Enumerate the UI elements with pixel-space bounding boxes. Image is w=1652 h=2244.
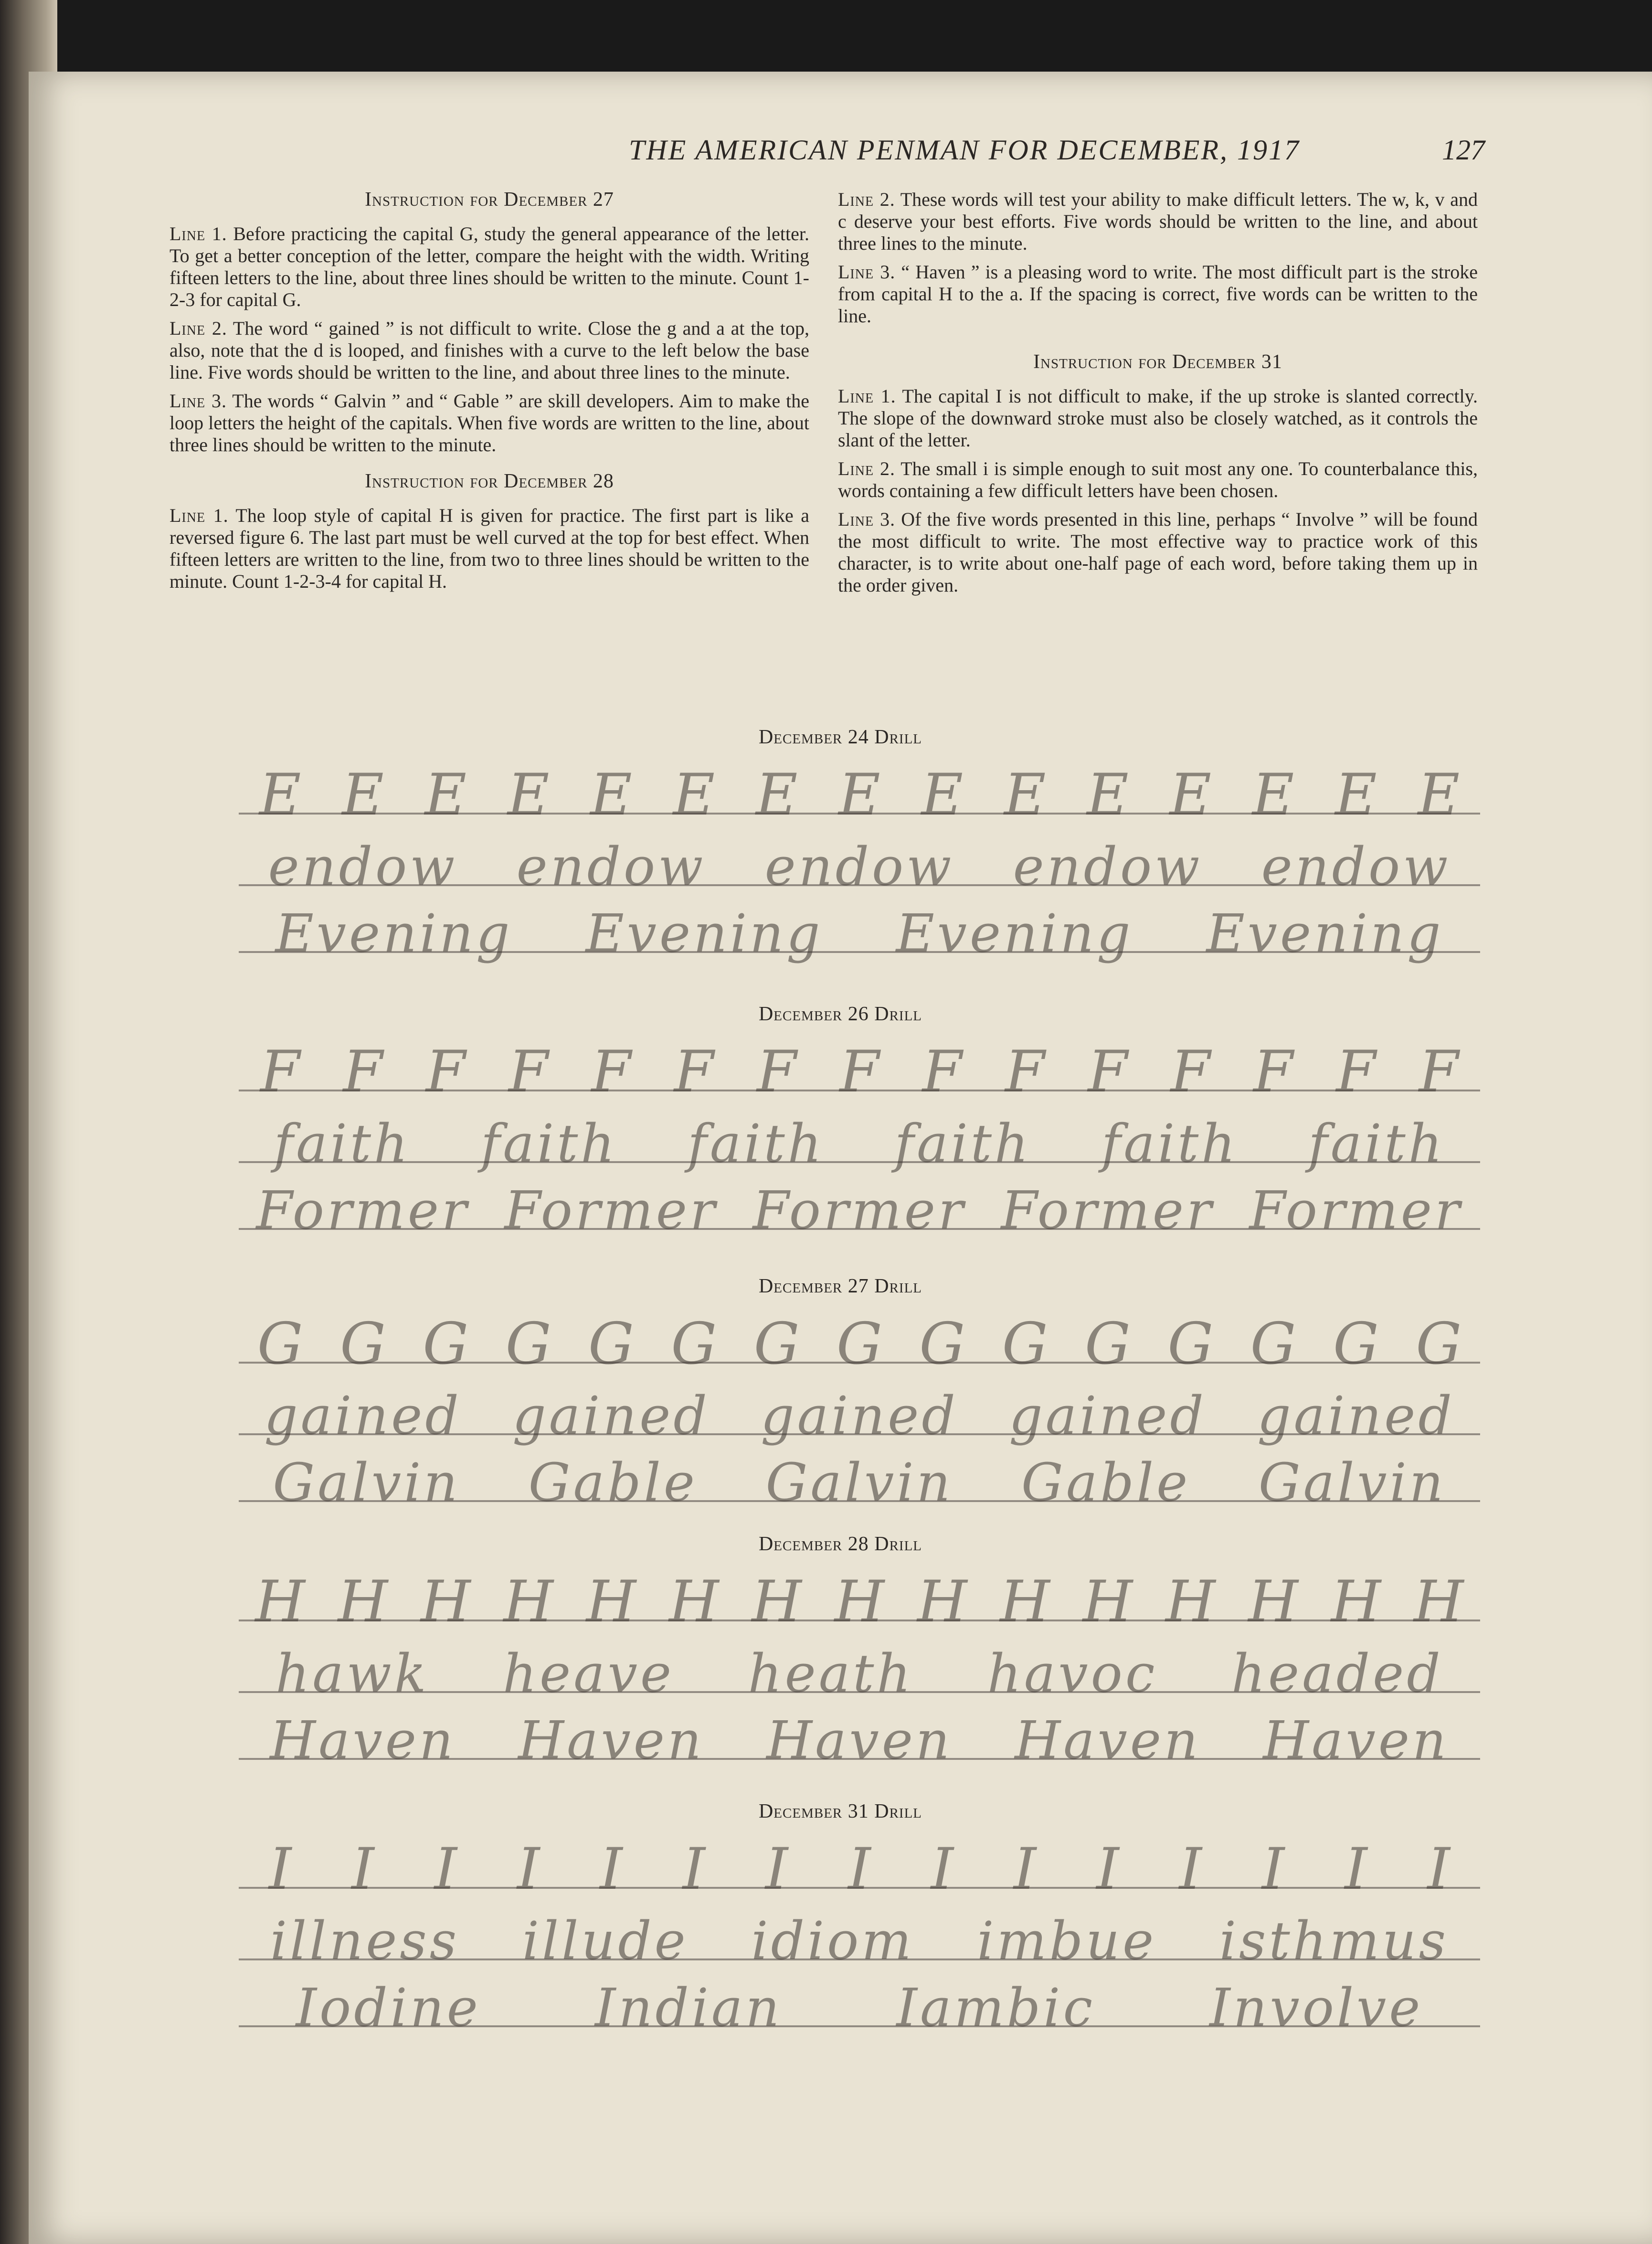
script-word: H xyxy=(668,1568,719,1635)
instruction-line xyxy=(838,385,1478,451)
script-word: E xyxy=(342,762,384,828)
script-word: I xyxy=(517,1836,540,1903)
script-words xyxy=(239,759,1480,831)
script-word: H xyxy=(338,1568,388,1635)
line-text: Before practicing the capital G, study the general appearance of the letter. To get a better conception of the letter, compare the height with the width. Writing fifteen letters to the line, about three lines should be written to the minute. Count 1-2-3 for capital G. xyxy=(169,223,810,310)
line-text: The words “ Galvin ” and “ Gable ” are skill developers. Aim to make the loop letters the height of the capitals. When five words are written to the line, about three lines should be written to the minute. xyxy=(169,390,810,455)
script-word: G xyxy=(1250,1311,1296,1377)
script-word: H xyxy=(1413,1568,1464,1635)
script-words xyxy=(239,1638,1480,1709)
script-word: H xyxy=(586,1568,636,1635)
script-word: Gable xyxy=(1021,1452,1191,1513)
script-words xyxy=(239,1308,1480,1380)
script-words xyxy=(239,1566,1480,1638)
script-word: I xyxy=(268,1836,292,1903)
script-word: I xyxy=(1096,1836,1119,1903)
script-word: H xyxy=(503,1568,553,1635)
instruction-line xyxy=(838,508,1478,596)
script-word: G xyxy=(505,1311,551,1377)
script-word: gained xyxy=(264,1385,462,1446)
handwriting-row xyxy=(239,1972,1480,2043)
script-word: E xyxy=(1087,762,1129,828)
script-words xyxy=(239,1036,1480,1108)
script-word: G xyxy=(588,1311,634,1377)
script-word: faith xyxy=(894,1113,1031,1174)
script-word: endow xyxy=(764,836,954,897)
script-word: F xyxy=(343,1038,383,1105)
script-word: E xyxy=(921,762,964,828)
script-words xyxy=(239,1905,1480,1977)
line-text: The loop style of capital H is given for practice. The first part is like a reversed figure 6. The last part must be well curved at the top for best effect. When fifteen letters are written to the line, from two to three lines should be written to the minute. Count 1-2-3-4 for capital H. xyxy=(169,505,810,592)
instruction-line xyxy=(169,505,809,593)
script-word: G xyxy=(423,1311,469,1377)
line-label: Line 1. xyxy=(169,505,229,526)
handwriting-row xyxy=(239,1308,1480,1380)
script-word: Galvin xyxy=(1258,1452,1446,1513)
script-word: F xyxy=(1088,1038,1128,1105)
script-word: Iambic xyxy=(896,1977,1096,2038)
script-word: Former xyxy=(504,1180,718,1241)
magazine-page xyxy=(29,72,1652,2244)
line-text: The word “ gained ” is not difficult to write. Close the g and a at the top, also, note that the d is looped, and finishes with a curve to the left below the base line. Five words should be written to the line, and about three lines to the minute. xyxy=(169,318,809,383)
script-word: E xyxy=(755,762,798,828)
line-label: Line 2. xyxy=(838,189,895,210)
drill-title: December 28 Drill xyxy=(758,1533,922,1555)
line-text: Of the five words presented in this line, perhaps “ Involve ” will be found the most difficult to write. The most effective way to practice work of this character, is to write about one-half page of each word, before taking them up in the order given. xyxy=(838,508,1478,596)
script-word: E xyxy=(1169,762,1212,828)
script-word: F xyxy=(508,1038,549,1105)
script-word: Galvin xyxy=(765,1452,953,1513)
script-word: I xyxy=(931,1836,953,1903)
line-text: These words will test your ability to make difficult letters. The w, k, v and c deserve your best efforts. Five words should be written to the line, and about three lines to the minute. xyxy=(838,189,1478,254)
script-word: H xyxy=(1165,1568,1216,1635)
script-word: imbue xyxy=(977,1910,1157,1971)
instruction-line xyxy=(838,189,1478,254)
script-words xyxy=(239,1972,1480,2043)
instruction-line xyxy=(838,261,1478,327)
script-word: G xyxy=(1416,1311,1462,1377)
script-word: H xyxy=(1331,1568,1381,1635)
script-word: illude xyxy=(522,1910,688,1971)
script-word: gained xyxy=(1257,1385,1455,1446)
script-word: I xyxy=(1261,1836,1285,1903)
script-word: I xyxy=(434,1836,457,1903)
script-word: Haven xyxy=(1263,1710,1449,1771)
right-column xyxy=(838,189,1478,603)
script-word: Evening xyxy=(275,903,513,964)
script-word: heath xyxy=(748,1643,914,1704)
script-word: G xyxy=(340,1311,386,1377)
section-heading: Instruction for December 31 xyxy=(1033,351,1282,373)
line-text: The capital I is not difficult to make, if the up stroke is slanted correctly. The slope of the downward stroke must also be closely watched, as it controls the slant of the letter. xyxy=(838,385,1478,451)
drill-title: December 27 Drill xyxy=(758,1275,922,1297)
script-word: F xyxy=(839,1038,879,1105)
script-words xyxy=(239,1833,1480,1905)
script-word: gained xyxy=(761,1385,958,1446)
script-word: G xyxy=(1167,1311,1214,1377)
left-column xyxy=(169,189,809,599)
line-text: “ Haven ” is a pleasing word to write. The most difficult part is the stroke from capital H to the a. If the spacing is correct, five words can be written to the line. xyxy=(838,261,1478,327)
script-word: Gable xyxy=(528,1452,698,1513)
script-words xyxy=(239,1108,1480,1179)
line-label: Line 3. xyxy=(838,261,896,283)
script-word: havoc xyxy=(987,1643,1158,1704)
script-word: F xyxy=(1336,1038,1376,1105)
script-word: G xyxy=(257,1311,303,1377)
script-word: Haven xyxy=(270,1710,456,1771)
script-word: E xyxy=(1004,762,1046,828)
script-word: E xyxy=(673,762,715,828)
script-word: F xyxy=(1419,1038,1459,1105)
handwriting-row xyxy=(239,1380,1480,1451)
script-word: hawk xyxy=(275,1643,429,1704)
line-label: Line 1. xyxy=(169,223,227,244)
instruction-line xyxy=(838,458,1478,502)
handwriting-row xyxy=(239,898,1480,969)
handwriting-row xyxy=(239,759,1480,831)
line-label: Line 1. xyxy=(838,385,896,407)
script-word: endow xyxy=(268,836,458,897)
handwriting-row xyxy=(239,1566,1480,1638)
script-word: I xyxy=(848,1836,871,1903)
script-word: headed xyxy=(1231,1643,1443,1704)
script-word: I xyxy=(765,1836,788,1903)
script-word: heave xyxy=(503,1643,675,1704)
script-word: H xyxy=(1082,1568,1133,1635)
script-word: gained xyxy=(512,1385,710,1446)
script-word: F xyxy=(1005,1038,1045,1105)
script-word: F xyxy=(757,1038,797,1105)
script-word: E xyxy=(507,762,550,828)
script-word: Evening xyxy=(1206,903,1444,964)
script-word: G xyxy=(671,1311,717,1377)
script-word: I xyxy=(600,1836,623,1903)
script-word: F xyxy=(1170,1038,1210,1105)
script-word: faith xyxy=(1101,1113,1239,1174)
script-words xyxy=(239,1175,1480,1246)
script-word: Former xyxy=(1001,1180,1215,1241)
script-word: F xyxy=(1253,1038,1293,1105)
script-word: G xyxy=(837,1311,882,1377)
script-word: F xyxy=(922,1038,962,1105)
script-word: H xyxy=(420,1568,471,1635)
handwriting-row xyxy=(239,831,1480,902)
script-word: Iodine xyxy=(296,1977,481,2038)
script-word: faith xyxy=(1308,1113,1445,1174)
instruction-line xyxy=(169,390,809,456)
script-word: I xyxy=(682,1836,705,1903)
instruction-line xyxy=(169,318,809,383)
script-word: endow xyxy=(516,836,706,897)
script-word: Involve xyxy=(1209,1977,1423,2038)
line-text: The small i is simple enough to suit most any one. To counterbalance this, words containing a few difficult letters have been chosen. xyxy=(838,458,1478,501)
handwriting-row xyxy=(239,1036,1480,1108)
handwriting-row xyxy=(239,1833,1480,1905)
instruction-line xyxy=(169,223,809,311)
drill-title: December 31 Drill xyxy=(758,1800,922,1822)
line-label: Line 2. xyxy=(838,458,895,479)
script-word: F xyxy=(591,1038,631,1105)
script-words xyxy=(239,1380,1480,1451)
page-number: 127 xyxy=(1442,134,1485,166)
script-word: I xyxy=(1179,1836,1202,1903)
script-word: H xyxy=(1000,1568,1050,1635)
handwriting-row xyxy=(239,1108,1480,1179)
script-word: faith xyxy=(480,1113,618,1174)
line-label: Line 3. xyxy=(169,390,227,412)
script-word: I xyxy=(1345,1836,1367,1903)
script-word: E xyxy=(1335,762,1377,828)
line-label: Line 3. xyxy=(838,508,896,530)
script-word: G xyxy=(1333,1311,1379,1377)
script-word: F xyxy=(260,1038,300,1105)
script-word: H xyxy=(255,1568,305,1635)
handwriting-row xyxy=(239,1704,1480,1776)
script-word: E xyxy=(838,762,880,828)
script-word: gained xyxy=(1009,1385,1207,1446)
section-heading: Instruction for December 28 xyxy=(365,470,614,492)
script-word: Former xyxy=(256,1180,470,1241)
script-word: Galvin xyxy=(273,1452,461,1513)
script-word: E xyxy=(424,762,467,828)
drill-title: December 24 Drill xyxy=(758,726,922,748)
script-word: E xyxy=(1418,762,1460,828)
script-word: I xyxy=(1427,1836,1450,1903)
script-word: H xyxy=(752,1568,802,1635)
script-word: G xyxy=(753,1311,800,1377)
script-words xyxy=(239,1447,1480,1518)
script-word: Haven xyxy=(766,1710,953,1771)
script-word: H xyxy=(834,1568,885,1635)
line-label: Line 2. xyxy=(169,318,227,339)
script-word: I xyxy=(351,1836,374,1903)
script-word: G xyxy=(1002,1311,1048,1377)
script-word: Indian xyxy=(595,1977,783,2038)
script-word: G xyxy=(919,1311,965,1377)
script-word: idiom xyxy=(751,1910,914,1971)
script-word: F xyxy=(674,1038,714,1105)
script-word: G xyxy=(1085,1311,1131,1377)
script-words xyxy=(239,898,1480,969)
script-words xyxy=(239,831,1480,902)
script-word: endow xyxy=(1261,836,1451,897)
script-word: illness xyxy=(270,1910,460,1971)
section-heading: Instruction for December 27 xyxy=(365,189,614,211)
script-word: H xyxy=(917,1568,967,1635)
script-word: Haven xyxy=(1015,1710,1201,1771)
handwriting-row xyxy=(239,1447,1480,1518)
script-word: Former xyxy=(1249,1180,1463,1241)
handwriting-row xyxy=(239,1638,1480,1709)
drill-title: December 26 Drill xyxy=(758,1003,922,1025)
script-word: E xyxy=(259,762,301,828)
script-word: faith xyxy=(688,1113,825,1174)
script-word: F xyxy=(425,1038,466,1105)
script-word: I xyxy=(1013,1836,1037,1903)
script-words xyxy=(239,1704,1480,1776)
running-header: THE AMERICAN PENMAN FOR DECEMBER, 1917 xyxy=(628,134,1301,166)
script-word: Evening xyxy=(896,903,1133,964)
script-word: Former xyxy=(752,1180,966,1241)
script-word: Evening xyxy=(585,903,823,964)
handwriting-row xyxy=(239,1905,1480,1977)
handwriting-row xyxy=(239,1175,1480,1246)
script-word: E xyxy=(1252,762,1294,828)
script-word: faith xyxy=(274,1113,411,1174)
script-word: isthmus xyxy=(1219,1910,1449,1971)
script-word: H xyxy=(1248,1568,1298,1635)
script-word: Haven xyxy=(518,1710,704,1771)
script-word: endow xyxy=(1013,836,1203,897)
script-word: E xyxy=(590,762,632,828)
